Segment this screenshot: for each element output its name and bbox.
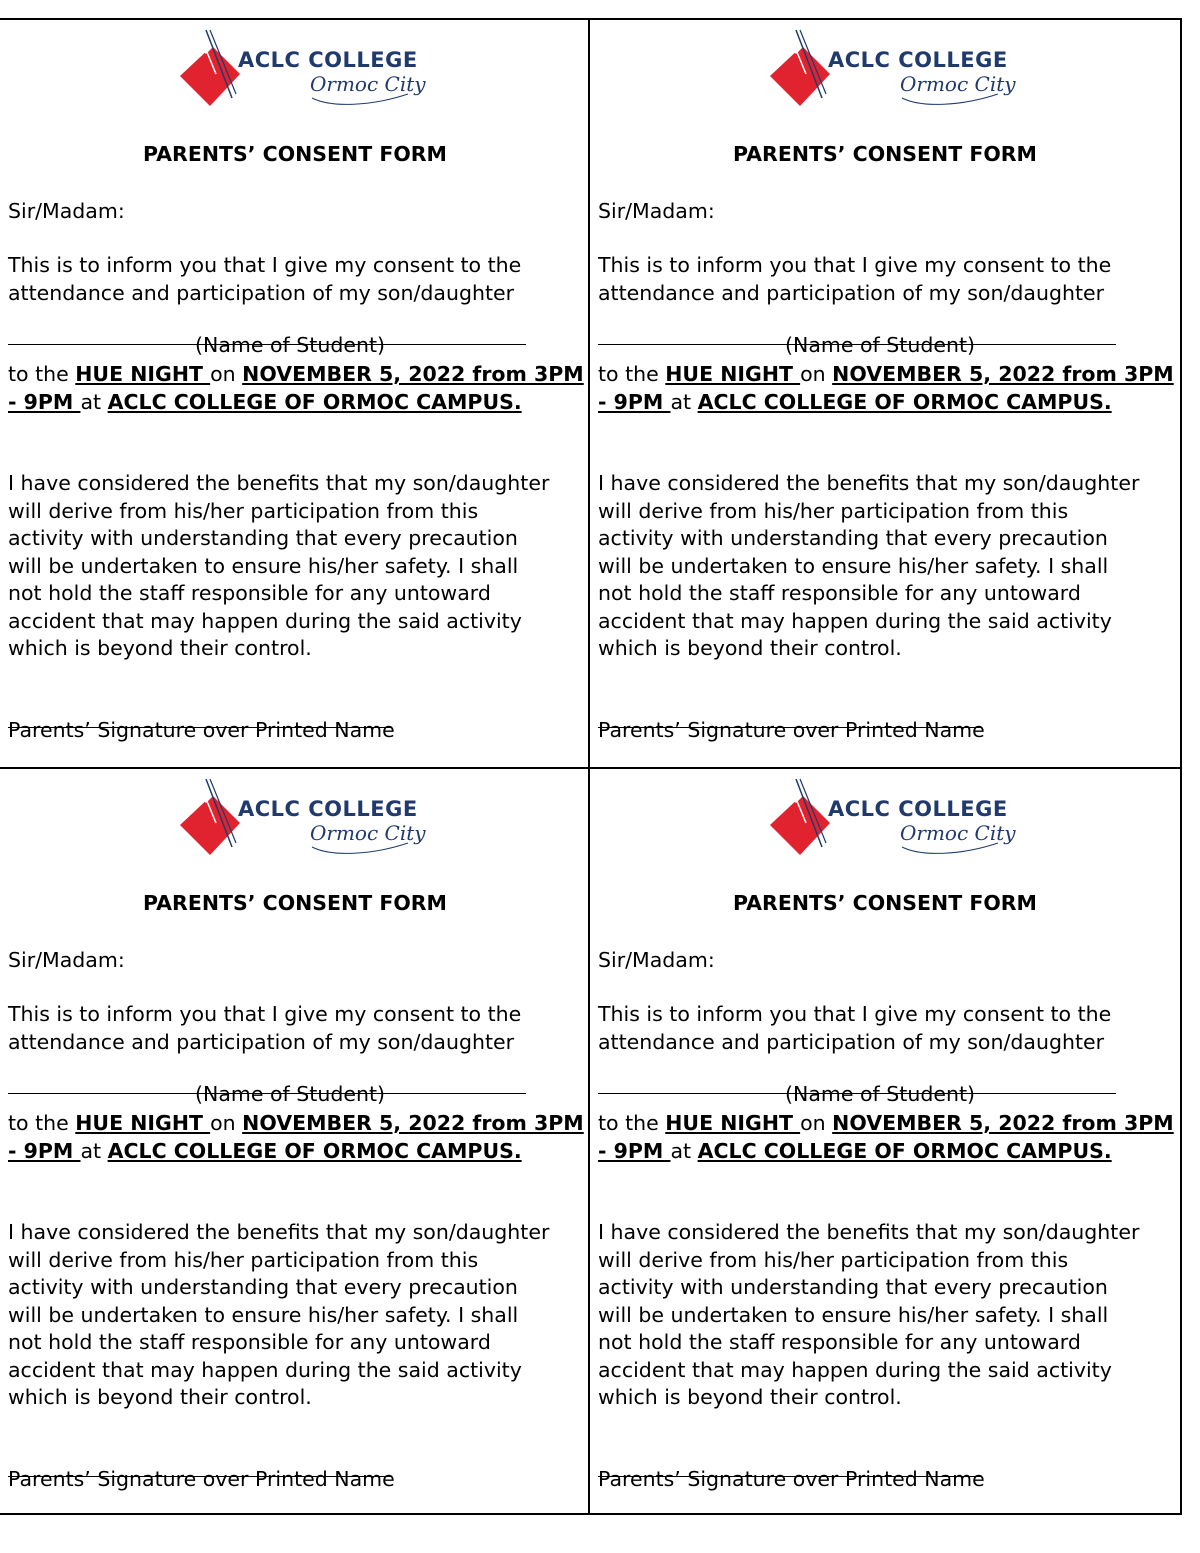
college-logo <box>172 777 426 859</box>
body-line: will derive from his/her participation from this <box>598 1247 1069 1272</box>
student-name-label: (Name of Student) <box>785 1082 975 1106</box>
body-line: not hold the staff responsible for any untoward <box>8 581 491 605</box>
intro-line: attendance and participation of my son/daughter <box>8 1029 515 1054</box>
text-at: at <box>80 1138 108 1163</box>
event-date: NOVEMBER 5, 2022 from 3PM <box>242 1111 584 1135</box>
salutation: Sir/Madam: <box>8 948 125 972</box>
body-line: accident that may happen during the said activity <box>598 1357 1112 1382</box>
event-venue: ACLC COLLEGE OF ORMOC CAMPUS. <box>107 389 522 414</box>
body-line: I have considered the benefits that my son/daughter <box>598 471 1140 495</box>
text-on: on <box>800 1111 833 1135</box>
text-to-the: to the <box>8 362 76 386</box>
body-line: will be undertaken to ensure his/her safety. I shall <box>598 553 1109 578</box>
event-line-2 <box>8 389 584 417</box>
consent-paragraph <box>598 470 1139 663</box>
text-on: on <box>800 362 833 386</box>
event-name: HUE NIGHT <box>75 1111 211 1135</box>
college-name: ACLC COLLEGE <box>238 797 418 821</box>
intro-paragraph <box>598 252 1111 307</box>
signature-label: Parents’ Signature over Printed Name <box>8 1467 395 1491</box>
signature-label: Parents’ Signature over Printed Name <box>8 718 395 742</box>
body-line: not hold the staff responsible for any untoward <box>598 581 1081 605</box>
intro-line: attendance and participation of my son/daughter <box>8 280 515 305</box>
body-line: activity with understanding that every precaution <box>8 526 518 550</box>
body-line: will derive from his/her participation from this <box>598 498 1069 523</box>
event-name: HUE NIGHT <box>75 362 211 386</box>
event-line-1 <box>598 1110 1174 1138</box>
consent-form-bottom-left <box>0 769 590 1513</box>
event-line-2 <box>598 389 1174 417</box>
form-title: PARENTS’ CONSENT FORM <box>143 142 447 166</box>
consent-paragraph <box>598 1219 1139 1412</box>
signature-label: Parents’ Signature over Printed Name <box>598 718 985 742</box>
event-line-1 <box>598 361 1174 389</box>
consent-form-top-right <box>590 20 1180 769</box>
body-line: accident that may happen during the said activity <box>598 608 1112 633</box>
consent-paragraph <box>8 470 549 663</box>
event-venue: ACLC COLLEGE OF ORMOC CAMPUS. <box>697 389 1112 414</box>
consent-form-sheet <box>0 18 1182 1515</box>
college-city: Ormoc City <box>310 821 426 845</box>
intro-paragraph <box>8 1001 521 1056</box>
body-line: activity with understanding that every precaution <box>598 526 1108 550</box>
salutation: Sir/Madam: <box>598 199 715 223</box>
text-at: at <box>670 389 698 414</box>
intro-line: This is to inform you that I give my consent to the <box>8 253 522 277</box>
body-line: which is beyond their control. <box>598 636 902 660</box>
text-at: at <box>670 1138 698 1163</box>
event-details <box>598 1110 1174 1165</box>
college-name: ACLC COLLEGE <box>238 48 418 72</box>
event-venue: ACLC COLLEGE OF ORMOC CAMPUS. <box>697 1138 1112 1163</box>
college-logo <box>762 777 1016 859</box>
body-line: activity with understanding that every precaution <box>598 1275 1108 1299</box>
event-time-end: - 9PM <box>598 389 671 414</box>
form-title: PARENTS’ CONSENT FORM <box>733 891 1037 915</box>
signature-label: Parents’ Signature over Printed Name <box>598 1467 985 1491</box>
body-line: which is beyond their control. <box>598 1385 902 1409</box>
body-line: I have considered the benefits that my son/daughter <box>8 471 550 495</box>
event-line-2 <box>598 1138 1174 1166</box>
event-date: NOVEMBER 5, 2022 from 3PM <box>832 1111 1174 1135</box>
intro-line: This is to inform you that I give my consent to the <box>598 253 1112 277</box>
college-city: Ormoc City <box>900 72 1016 96</box>
body-line: which is beyond their control. <box>8 636 312 660</box>
college-logo <box>172 28 426 110</box>
body-line: activity with understanding that every precaution <box>8 1275 518 1299</box>
body-line: accident that may happen during the said activity <box>8 1357 522 1382</box>
body-line: not hold the staff responsible for any untoward <box>8 1330 491 1354</box>
college-city: Ormoc City <box>310 72 426 96</box>
salutation: Sir/Madam: <box>598 948 715 972</box>
intro-line: attendance and participation of my son/daughter <box>598 1029 1105 1054</box>
text-to-the: to the <box>8 1111 76 1135</box>
form-title: PARENTS’ CONSENT FORM <box>143 891 447 915</box>
event-details <box>8 1110 584 1165</box>
text-on: on <box>210 1111 243 1135</box>
event-line-2 <box>8 1138 584 1166</box>
student-name-label: (Name of Student) <box>195 333 385 357</box>
body-line: will be undertaken to ensure his/her safety. I shall <box>598 1302 1109 1327</box>
body-line: will be undertaken to ensure his/her safety. I shall <box>8 553 519 578</box>
salutation: Sir/Madam: <box>8 199 125 223</box>
intro-line: attendance and participation of my son/daughter <box>598 280 1105 305</box>
intro-paragraph <box>8 252 521 307</box>
body-line: will derive from his/her participation from this <box>8 498 479 523</box>
event-venue: ACLC COLLEGE OF ORMOC CAMPUS. <box>107 1138 522 1163</box>
consent-form-top-left <box>0 20 590 769</box>
event-time-end: - 9PM <box>8 1138 81 1163</box>
consent-form-bottom-right <box>590 769 1180 1513</box>
body-line: not hold the staff responsible for any untoward <box>598 1330 1081 1354</box>
event-time-end: - 9PM <box>8 389 81 414</box>
text-on: on <box>210 362 243 386</box>
intro-line: This is to inform you that I give my consent to the <box>598 1002 1112 1026</box>
student-name-label: (Name of Student) <box>195 1082 385 1106</box>
intro-line: This is to inform you that I give my consent to the <box>8 1002 522 1026</box>
event-line-1 <box>8 361 584 389</box>
body-line: I have considered the benefits that my son/daughter <box>598 1220 1140 1244</box>
body-line: I have considered the benefits that my son/daughter <box>8 1220 550 1244</box>
body-line: which is beyond their control. <box>8 1385 312 1409</box>
event-date: NOVEMBER 5, 2022 from 3PM <box>242 362 584 386</box>
event-name: HUE NIGHT <box>665 1111 801 1135</box>
form-title: PARENTS’ CONSENT FORM <box>733 142 1037 166</box>
college-name: ACLC COLLEGE <box>828 48 1008 72</box>
event-line-1 <box>8 1110 584 1138</box>
consent-paragraph <box>8 1219 549 1412</box>
event-details <box>598 361 1174 416</box>
event-name: HUE NIGHT <box>665 362 801 386</box>
text-at: at <box>80 389 108 414</box>
college-city: Ormoc City <box>900 821 1016 845</box>
student-name-label: (Name of Student) <box>785 333 975 357</box>
body-line: will be undertaken to ensure his/her safety. I shall <box>8 1302 519 1327</box>
body-line: will derive from his/her participation from this <box>8 1247 479 1272</box>
text-to-the: to the <box>598 362 666 386</box>
college-name: ACLC COLLEGE <box>828 797 1008 821</box>
college-logo <box>762 28 1016 110</box>
event-time-end: - 9PM <box>598 1138 671 1163</box>
event-date: NOVEMBER 5, 2022 from 3PM <box>832 362 1174 386</box>
text-to-the: to the <box>598 1111 666 1135</box>
body-line: accident that may happen during the said activity <box>8 608 522 633</box>
intro-paragraph <box>598 1001 1111 1056</box>
event-details <box>8 361 584 416</box>
